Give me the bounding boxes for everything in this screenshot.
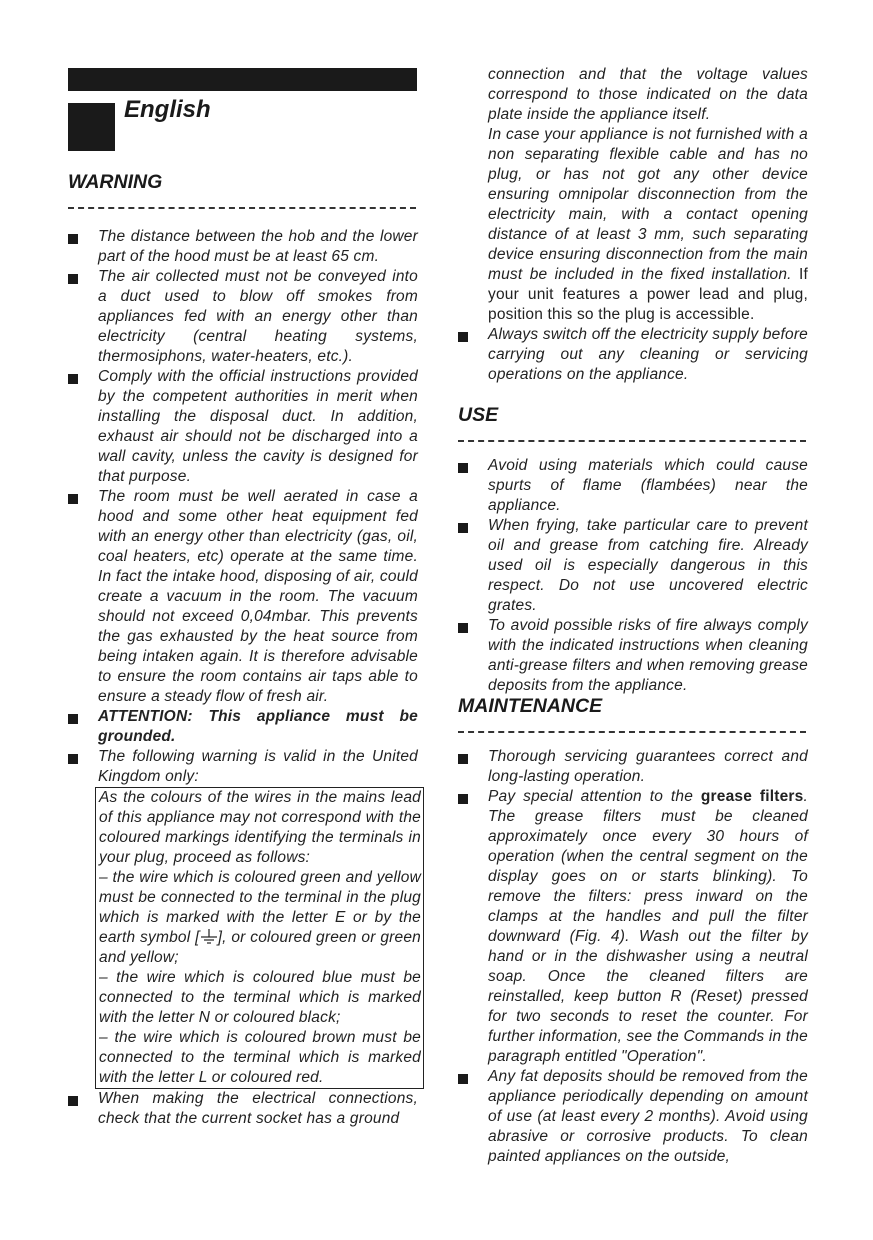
switch-off-list (458, 325, 808, 385)
list-item: Pay special attention to the grease filters. The grease filters must be cleaned approximately once every 30 hours of operation (when the central segment on the display goes on or starts blinking). To remove the filters: press inward on the clamps at the handles and pull the filter downward (Fig. 4). Wash out the filter by hand or in the dishwasher using a neutral soap. Once the cleaned filters are reinstalled, keep button R (Reset) pressed for two seconds to reset the counter. For further information, see the Commands in the paragraph entitled "Operation". (458, 787, 808, 1067)
list-item: Avoid using materials which could cause spurts of flame (flambées) near the appliance. (458, 456, 808, 516)
list-item: Thorough servicing guarantees correct and long-lasting operation. (458, 747, 808, 787)
uk-wiring-box: As the colours of the wires in the mains lead of this appliance may not correspond with the coloured markings identifying the terminals in your plug, proceed as follows: – the wire which is coloured green and yellow must be connected to the terminal in the plug which is marked with the letter E or by the earth symbol [ ], or coloured green or green and yellow; – the wire which is coloured blue must be connected to the terminal which is marked with the letter N or coloured black; – the wire which is coloured brown must be connected to the terminal which is marked with the letter L or coloured red. (95, 787, 424, 1089)
bullet-icon (458, 794, 468, 804)
maintenance-divider (458, 731, 806, 733)
use-divider (458, 440, 806, 442)
list-item: The distance between the hob and the lower part of the hood must be at least 65 cm. (68, 227, 418, 267)
list-item (68, 707, 418, 747)
list-item: When making the electrical connections, check that the current socket has a ground (68, 1089, 418, 1129)
header-bar (68, 68, 417, 91)
list-item: When frying, take particular care to prevent oil and grease from catching fire. Already used oil is especially dangerous in this respect. Do not use uncovered electric grates. (458, 516, 808, 616)
use-heading: USE (458, 404, 499, 426)
attention-notice: ATTENTION: This appliance must be grounded. (98, 708, 418, 745)
bullet-icon (68, 754, 78, 764)
earth-symbol-icon (200, 929, 218, 945)
bullet-icon (458, 1074, 468, 1084)
maintenance-heading: MAINTENANCE (458, 695, 603, 717)
list-item: The air collected must not be conveyed into a duct used to blow off smokes from appliances fed with an energy other than electricity (central heating systems, thermosiphons, water-heaters, etc.). (68, 267, 418, 367)
list-item: To avoid possible risks of fire always comply with the indicated instructions when cleaning anti-grease filters and when removing grease deposits from the appliance. (458, 616, 808, 696)
list-item: The following warning is valid in the United Kingdom only: As the colours of the wires in the mains lead of this appliance may not correspond with the coloured markings identifying the terminals in your plug, proceed as follows: – the wire which is coloured green and yellow must be connected to the terminal in the plug which is marked with the letter E or by the earth symbol [ ], or coloured green or green and yellow; – the wire which is coloured blue must be connected to the terminal which is marked with the letter N or coloured black; – the wire which is coloured brown must be connected to the terminal which is marked with the letter L or coloured red. (68, 747, 418, 1089)
bullet-icon (68, 274, 78, 284)
ground-connection-continued: connection and that the voltage values correspond to those indicated on the data plate inside the appliance itself. In case your appliance is not furnished with a non separating flexible cable and has no plug, or has not got any other device ensuring omnipolar disconnection from the electricity main, with a contact opening distance of at least 3 mm, such separating device ensuring disconnection from the main must be included in the fixed installation. If your unit features a power lead and plug, position this so the plug is accessible. (488, 66, 808, 323)
list-item: Always switch off the electricity supply before carrying out any cleaning or servicing operations on the appliance. (458, 325, 808, 385)
list-item: Comply with the official instructions provided by the competent authorities in merit when installing the disposal duct. In addition, exhaust air should not be discharged into a wall cavity, unless the cavity is designed for that purpose. (68, 367, 418, 487)
use-list (458, 456, 808, 696)
warning-heading: WARNING (68, 171, 163, 193)
maintenance-list (458, 747, 808, 1167)
bullet-icon (68, 374, 78, 384)
list-item: The room must be well aerated in case a hood and some other heat equipment fed with an energy other than electricity (gas, oil, coal heaters, etc) operate at the same time. In fact the intake hood, disposing of air, could create a vacuum in the room. The vacuum should not exceed 0,04mbar. This prevents the gas exhausted by the heat source from being intaken again. It is therefore advisable to ensure the room contains air taps able to ensure a steady flow of fresh air. (68, 487, 418, 707)
bullet-icon (68, 234, 78, 244)
bullet-icon (68, 1096, 78, 1106)
bullet-icon (458, 623, 468, 633)
grease-filters-term: grease filters (700, 788, 804, 805)
list-item: Any fat deposits should be removed from the appliance periodically depending on amount of use (at least every 2 months). Avoid using abrasive or corrosive products. To clean painted appliances on the outside, (458, 1067, 808, 1167)
warning-list (68, 227, 421, 1129)
bullet-icon (68, 494, 78, 504)
language-marker (68, 103, 115, 151)
bullet-icon (458, 754, 468, 764)
bullet-icon (458, 523, 468, 533)
bullet-icon (458, 463, 468, 473)
bullet-icon (458, 332, 468, 342)
warning-divider (68, 207, 416, 209)
language-title: English (124, 96, 211, 123)
power-lead-note: If your unit features a power lead and plug, position this so the plug is accessible. (488, 266, 808, 323)
bullet-icon (68, 714, 78, 724)
